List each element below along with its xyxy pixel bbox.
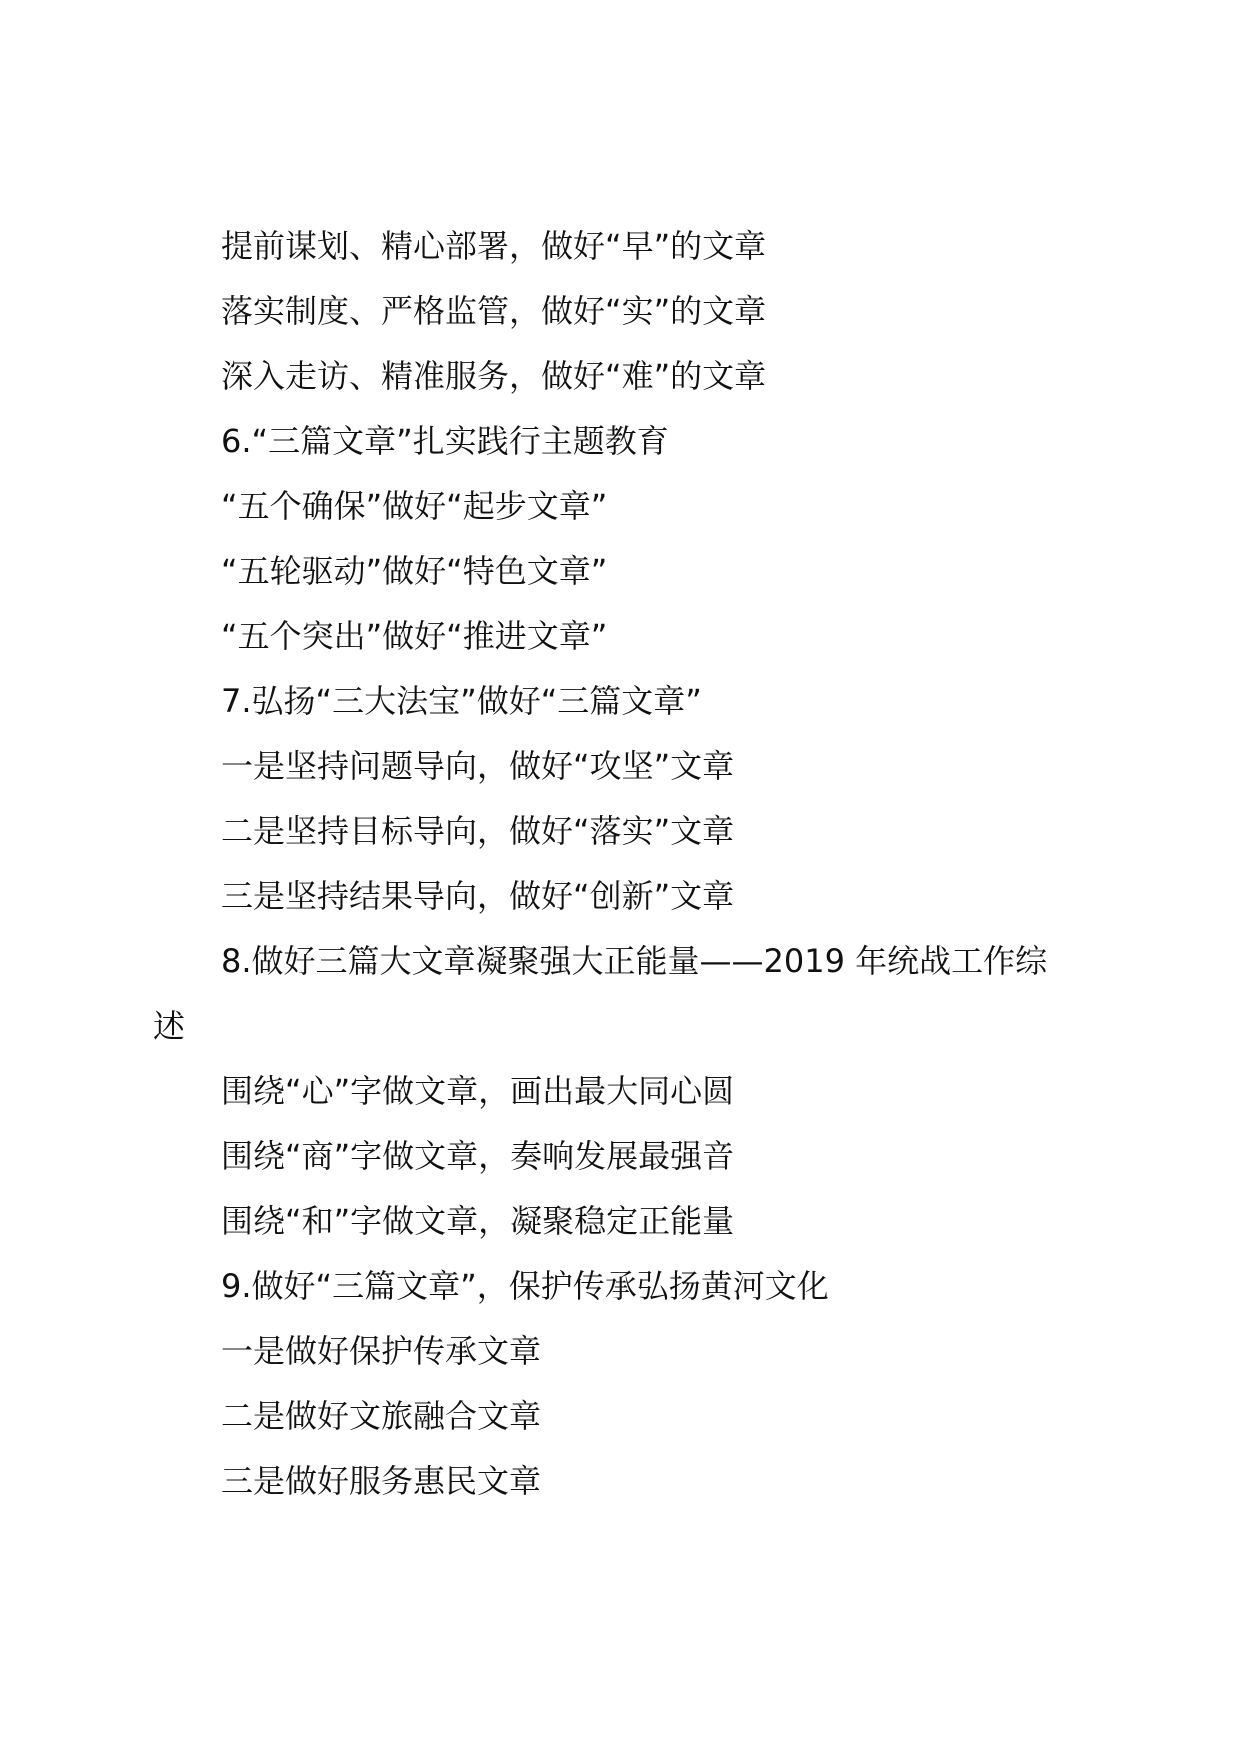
text-line: 围绕“心”字做文章，画出最大同心圆 <box>221 1072 735 1110</box>
text-line: 落实制度、严格监管，做好“实”的文章 <box>221 292 767 330</box>
text-line: 深入走访、精准服务，做好“难”的文章 <box>221 357 767 395</box>
section-heading-9: 9.做好“三篇文章”，保护传承弘扬黄河文化 <box>221 1267 829 1305</box>
text-line: 三是坚持结果导向，做好“创新”文章 <box>221 877 735 915</box>
text-line: “五个突出”做好“推进文章” <box>221 617 608 655</box>
document-body <box>153 214 1093 1514</box>
section-heading-7: 7.弘扬“三大法宝”做好“三篇文章” <box>221 682 702 720</box>
text-line: “五个确保”做好“起步文章” <box>221 487 608 525</box>
text-line: 一是做好保护传承文章 <box>221 1332 542 1370</box>
text-line: 二是坚持目标导向，做好“落实”文章 <box>221 812 735 850</box>
section-heading-8: 8.做好三篇大文章凝聚强大正能量——2019 年统战工作综 <box>221 942 1048 980</box>
section-heading-8-continuation: 述 <box>153 1007 186 1045</box>
text-line: 二是做好文旅融合文章 <box>221 1397 542 1435</box>
text-line: 围绕“和”字做文章，凝聚稳定正能量 <box>221 1202 735 1240</box>
text-line: 三是做好服务惠民文章 <box>221 1462 542 1500</box>
text-line: “五轮驱动”做好“特色文章” <box>221 552 608 590</box>
text-line: 提前谋划、精心部署，做好“早”的文章 <box>221 227 767 265</box>
text-line: 围绕“商”字做文章，奏响发展最强音 <box>221 1137 735 1175</box>
section-heading-6: 6.“三篇文章”扎实践行主题教育 <box>221 422 669 460</box>
text-line: 一是坚持问题导向，做好“攻坚”文章 <box>221 747 735 785</box>
